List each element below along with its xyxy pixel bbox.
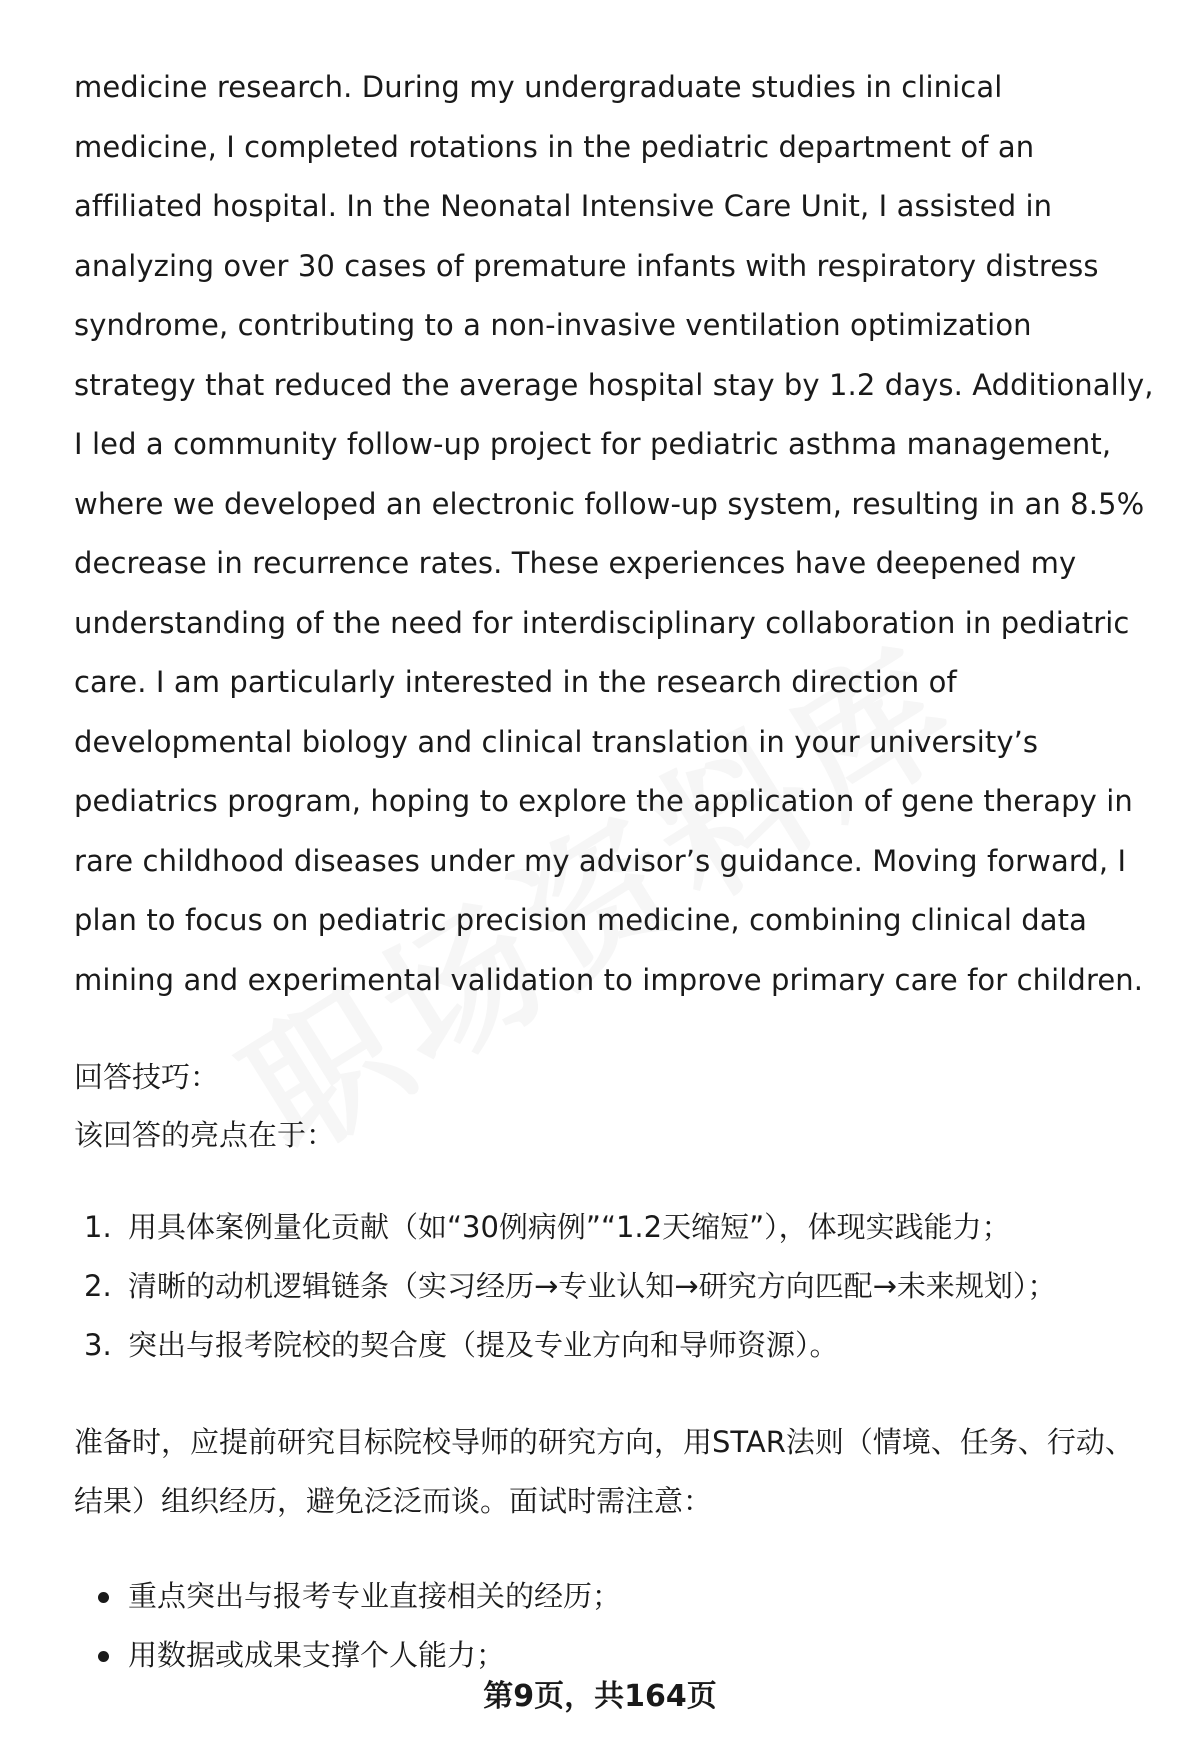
prep-paragraph: 准备时，应提前研究目标院校导师的研究方向，用STAR法则（情境、任务、行动、结果）组织经历，避免泛泛而谈。面试时需注意：	[74, 1425, 1134, 1518]
tips-subheading: 该回答的亮点在于：	[74, 1118, 336, 1152]
tips-item-text: 用具体案例量化贡献（如“30例病例”“1.2天缩短”），体现实践能力；	[128, 1210, 1011, 1244]
tips-section	[74, 1048, 1154, 1164]
tips-item-text: 突出与报考院校的契合度（提及专业方向和导师资源）。	[128, 1328, 839, 1362]
bullet-icon	[98, 1651, 109, 1662]
page-number-footer: 第9页，共164页	[483, 1679, 717, 1714]
tips-list	[74, 1198, 1154, 1375]
tips-list-item	[74, 1316, 1154, 1375]
tips-item-number: 1.	[84, 1210, 112, 1244]
notes-list	[74, 1567, 1154, 1685]
tips-list-item	[74, 1198, 1154, 1257]
tips-item-text: 清晰的动机逻辑链条（实习经历→专业认知→研究方向匹配→未来规划）；	[128, 1269, 1057, 1303]
tips-item-number: 3.	[84, 1328, 112, 1362]
tips-heading: 回答技巧：	[74, 1060, 220, 1094]
tips-list-item	[74, 1257, 1154, 1316]
tips-item-number: 2.	[84, 1269, 112, 1303]
notes-item-text: 重点突出与报考专业直接相关的经历；	[128, 1579, 622, 1613]
notes-item-text: 用数据或成果支撑个人能力；	[128, 1638, 506, 1672]
notes-list-item	[74, 1567, 1154, 1626]
body-paragraph: medicine research. During my undergraduate studies in clinical medicine, I completed rotations in the pediatric department of an affiliated hospital. In the Neonatal Intensive Care Unit, I assisted in analyzing over 30 cases of premature infants with respiratory distress syndrome, contributing to a non-invasive ventilation optimization strategy that reduced the average hospital stay by 1.2 days. Additionally, I led a community follow-up project for pediatric asthma management, where we developed an electronic follow-up system, resulting in an 8.5% decrease in recurrence rates. These experiences have deepened my understanding of the need for interdisciplinary collaboration in pediatric care. I am particularly interested in the research direction of developmental biology and clinical translation in your university’s pediatrics program, hoping to explore the application of gene therapy in rare childhood diseases under my advisor’s guidance. Moving forward, I plan to focus on pediatric precision medicine, combining clinical data mining and experimental validation to improve primary care for children.	[74, 70, 1154, 997]
page-content	[74, 58, 1154, 1685]
bullet-icon	[98, 1592, 109, 1603]
